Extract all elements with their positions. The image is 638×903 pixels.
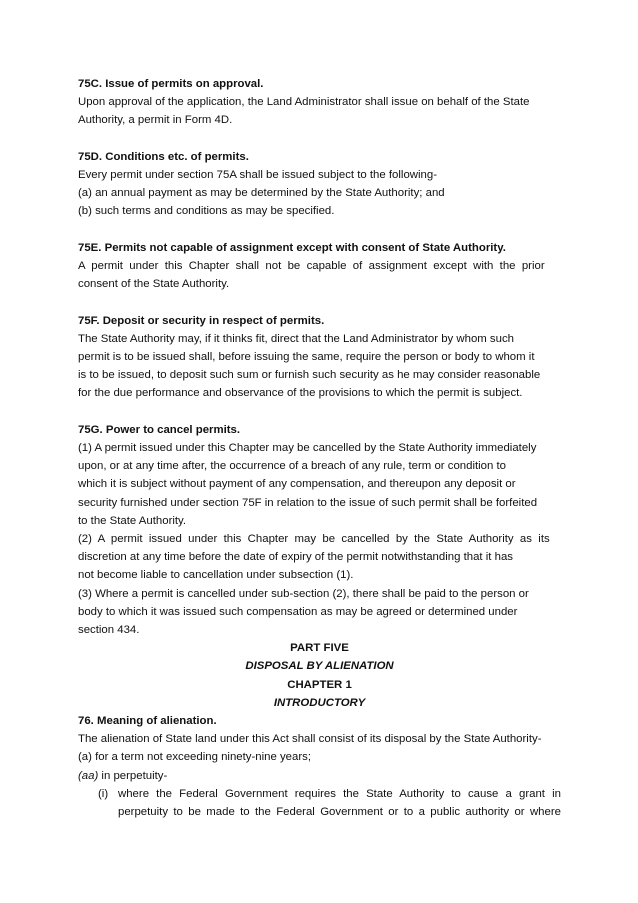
section-text-line: upon, or at any time after, the occurrence of a breach of any rule, term or condition to xyxy=(78,460,507,473)
section-text-line: (a) for a term not exceeding ninety-nine years; xyxy=(78,751,311,764)
section-text-line: Every permit under section 75A shall be issued subject to the following- xyxy=(78,169,437,181)
section-text-line: permit is to be issued shall, before issuing the same, require the person or body to whom it xyxy=(78,351,535,363)
section-text-line: is to be issued, to deposit such sum or furnish such security as he may consider reasonable xyxy=(78,369,541,382)
section-heading-75g: 75G. Power to cancel permits. xyxy=(78,423,241,436)
clause-label-aa: (aa) xyxy=(78,769,99,782)
section-heading-75c: 75C. Issue of permits on approval. xyxy=(78,78,264,90)
section-text-line: (a) an annual payment as may be determined by the State Authority; and xyxy=(78,187,445,200)
paragraph-gap xyxy=(78,221,561,239)
chapter-title: CHAPTER 1 xyxy=(287,678,352,691)
section-text-line: section 434. xyxy=(78,624,140,637)
paragraph-gap xyxy=(78,293,561,311)
section-text-line: (b) such terms and conditions as may be specified. xyxy=(78,205,335,218)
section-heading-76: 76. Meaning of alienation. xyxy=(78,715,217,728)
section-text-line: The State Authority may, if it thinks fit, direct that the Land Administrator by whom such xyxy=(78,332,514,345)
section-text-line: The alienation of State land under this Act shall consist of its disposal by the State Authority- xyxy=(78,733,542,746)
section-text-line: to the State Authority. xyxy=(78,514,187,527)
paragraph-gap xyxy=(78,403,561,421)
section-text-line: not become liable to cancellation under subsection (1). xyxy=(78,569,354,582)
section-text-line: Authority, a permit in Form 4D. xyxy=(78,114,233,127)
section-text-line xyxy=(78,767,561,785)
part-title: PART FIVE xyxy=(290,642,349,655)
section-text-line: (2) A permit issued under this Chapter may be cancelled by the State Authority as its xyxy=(78,533,550,546)
section-text-line: consent of the State Authority. xyxy=(78,278,230,291)
part-subtitle: DISPOSAL BY ALIENATION xyxy=(245,660,394,673)
section-text-line: A permit under this Chapter shall not be capable of assignment except with the prior xyxy=(78,260,545,272)
clause-text-aa: in perpetuity- xyxy=(98,769,168,782)
subclause-line: perpetuity to be made to the Federal Government or to a public authority or where xyxy=(118,806,561,819)
section-text-line: security furnished under section 75F in relation to the issue of such permit shall be forfeited xyxy=(78,496,538,509)
section-heading-75f: 75F. Deposit or security in respect of permits. xyxy=(78,314,325,327)
document-body xyxy=(78,75,561,821)
section-text-line: for the due performance and observance of the provisions to which the permit is subject. xyxy=(78,387,523,400)
section-text-line: (1) A permit issued under this Chapter may be cancelled by the State Authority immediately xyxy=(78,442,537,454)
section-heading-75d: 75D. Conditions etc. of permits. xyxy=(78,150,249,163)
subclause-text xyxy=(114,785,561,821)
section-text-line: discretion at any time before the date of expiry of the permit notwithstanding that it has xyxy=(78,551,513,564)
subclause-number: (i) xyxy=(98,787,109,800)
section-text-line: Upon approval of the application, the Land Administrator shall issue on behalf of the State xyxy=(78,96,530,109)
section-text-line: body to which it was issued such compensation as may be agreed or determined under xyxy=(78,605,518,618)
chapter-subtitle: INTRODUCTORY xyxy=(273,696,366,709)
subclause-i xyxy=(78,785,561,821)
section-text-line: (3) Where a permit is cancelled under sub-section (2), there shall be paid to the person or xyxy=(78,587,529,600)
subclause-line: where the Federal Government requires the State Authority to cause a grant in xyxy=(118,787,561,800)
section-heading-75e: 75E. Permits not capable of assignment except with consent of State Authority. xyxy=(78,241,506,254)
paragraph-gap xyxy=(78,130,561,148)
section-text-line: which it is subject without payment of any compensation, and thereupon any deposit or xyxy=(78,478,516,491)
